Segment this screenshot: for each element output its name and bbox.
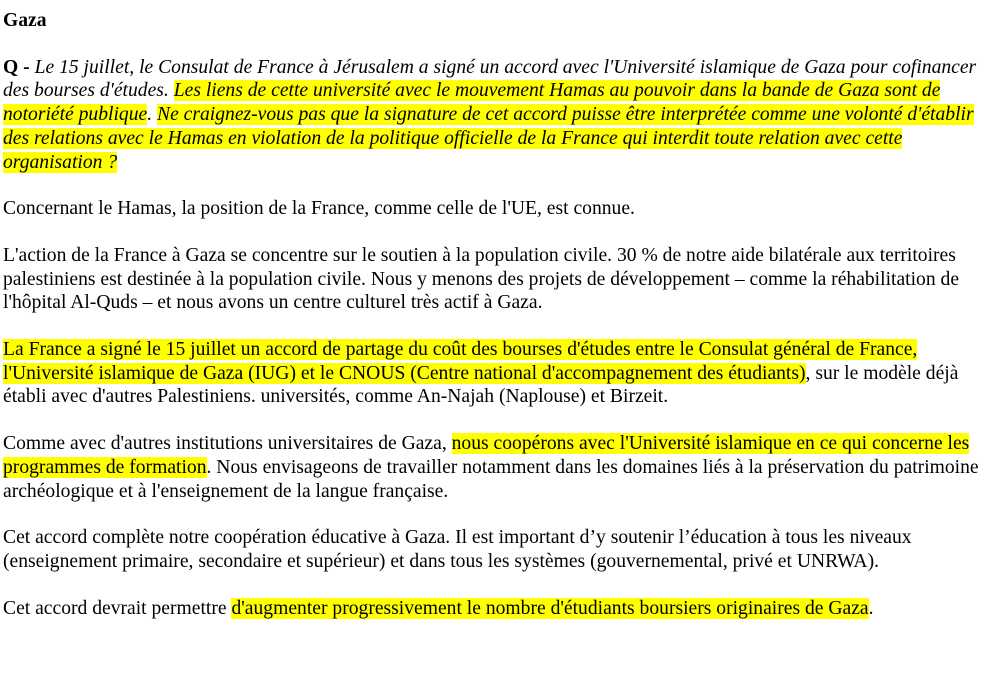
question-text-1: Le 15 juillet, le Consulat de France à Jérusalem a signé un accord avec l'Université islamique de Gaza pour cofinancer des bourses d'études. — [3, 56, 977, 102]
answer-3-highlight: La France a signé le 15 juillet un accord de partage du coût des bourses d'études entre le Consulat général de France, l'Université islamique de Gaza (IUG) et le CNOUS (Centre national d'accompagnement des étudiants) — [3, 339, 918, 384]
answer-6-text-end: . — [868, 597, 874, 619]
question-highlight-1: Les liens de cette université avec le mouvement Hamas au pouvoir dans la bande de Gaza sont de notoriété publique — [3, 80, 941, 126]
answer-paragraph-6 — [3, 597, 989, 621]
answer-4-text-end: . Nous envisageons de travailler notamment dans les domaines liés à la préservation du patrimoine archéologique et à l'enseignement de la langue française. — [3, 456, 979, 502]
question-label: Q - — [3, 56, 30, 78]
answer-paragraph-1: Concernant le Hamas, la position de la France, comme celle de l'UE, est connue. — [3, 198, 635, 220]
question-text-2: . — [147, 104, 158, 126]
answer-paragraph-4 — [3, 432, 989, 503]
page-title: Gaza — [3, 10, 47, 31]
answer-6-text-start: Cet accord devrait permettre — [3, 597, 232, 619]
answer-paragraph-3 — [3, 338, 989, 409]
answer-paragraph-2: L'action de la France à Gaza se concentre sur le soutien à la population civile. 30 % de notre aide bilatérale aux territoires palestiniens est destinée à la population civile. Nous y menons des projets de développement – comme la réhabilitation de l'hôpital Al-Quds – et nous avons un centre culturel très actif à Gaza. — [3, 244, 960, 314]
answer-4-text-start: Comme avec d'autres institutions universitaires de Gaza, — [3, 433, 452, 455]
answer-paragraph-5: Cet accord complète notre coopération éducative à Gaza. Il est important d’y soutenir l’éducation à tous les niveaux (enseignement primaire, secondaire et supérieur) et dans tous les systèmes (gouvernemental, privé et UNRWA). — [3, 527, 912, 572]
answer-4-highlight: nous coopérons avec l'Université islamique en ce qui concerne les programmes de formation — [3, 433, 970, 478]
answer-3-text: , sur le modèle déjà établi avec d'autres Palestiniens. universités, comme An-Najah (Naplouse) et Birzeit. — [3, 362, 959, 408]
question-highlight-2: Ne craignez-vous pas que la signature de cet accord puisse être interprétée comme une volonté d'établir des relations avec le Hamas en violation de la politique officielle de la France qui interdit toute relation avec cette organisation ? — [3, 104, 974, 173]
question-paragraph — [3, 56, 989, 175]
answer-6-highlight: d'augmenter progressivement le nombre d'étudiants boursiers originaires de Gaza — [231, 597, 869, 619]
